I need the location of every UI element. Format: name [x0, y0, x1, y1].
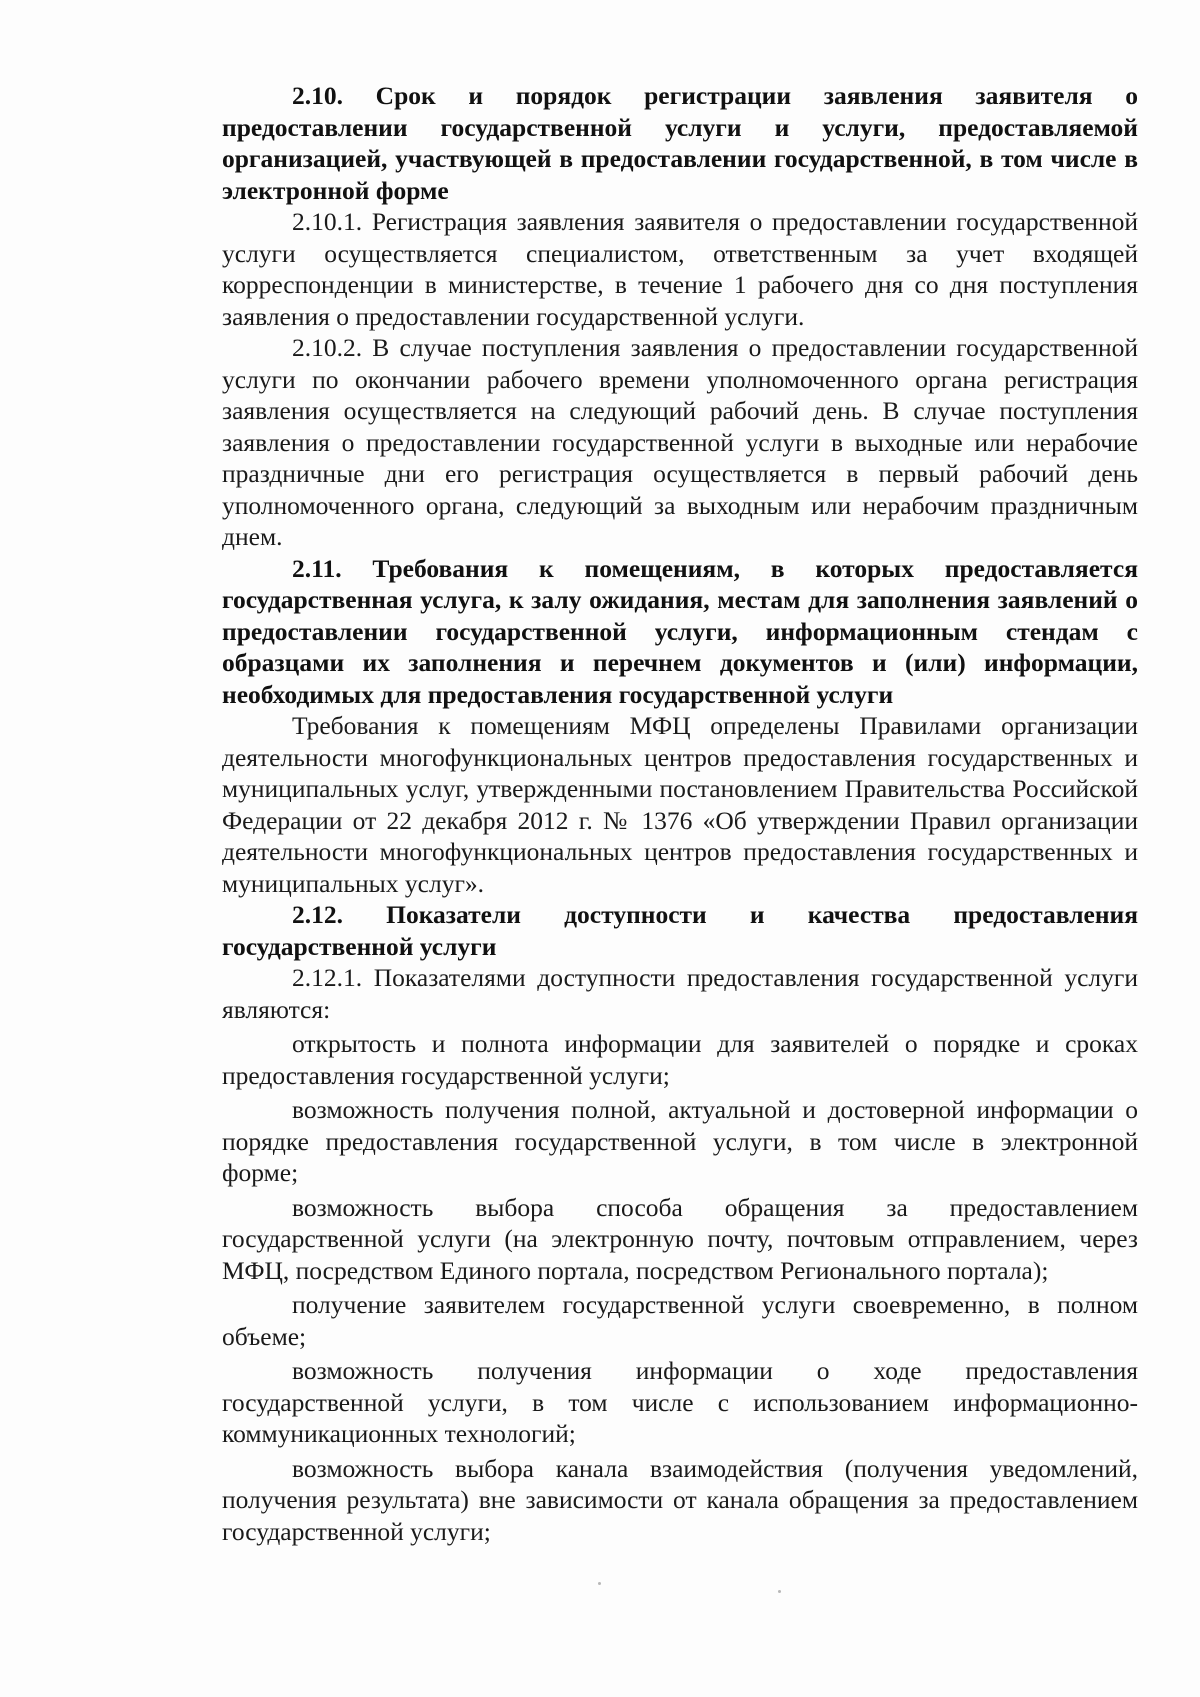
list-item-timely-service: получение заявителем государственной услуги своевременно, в полном объеме; [222, 1290, 1138, 1351]
list-item-interaction-channel: возможность выбора канала взаимодействия (получения уведомлений, получения результата) вне зависимости от канала обращения за предоставлением государственной услуги; [222, 1453, 1138, 1546]
list-item-openness: открытость и полнота информации для заявителей о порядке и сроках предоставления государственной услуги; [222, 1029, 1138, 1090]
document-page [222, 80, 1138, 1547]
list-item-progress-info: возможность получения информации о ходе предоставления государственной услуги, в том числе с использованием информационно-коммуникационных технологий; [222, 1356, 1138, 1448]
list-item-information-access: возможность получения полной, актуальной и достоверной информации о порядке предоставления государственной услуги, в том числе в электронной форме; [222, 1095, 1138, 1187]
section-heading-2-11: 2.11. Требования к помещениям, в которых предоставляется государственная услуга, к залу ожидания, местам для заполнения заявлений о предоставлении государственной услуги, информационным стендам с образцами их заполнения и перечнем документов и (или) информации, необходимых для предоставления государственной услуги [222, 553, 1138, 709]
scan-speck [598, 1582, 601, 1585]
section-heading-2-12: 2.12. Показатели доступности и качества предоставления государственной услуги [222, 900, 1138, 961]
section-heading-2-10: 2.10. Срок и порядок регистрации заявления заявителя о предоставлении государственной услуги и услуги, предоставляемой организацией, участвующей в предоставлении государственной, в том числе в электронной форме [222, 81, 1138, 205]
paragraph-mfc-requirements: Требования к помещениям МФЦ определены Правилами организации деятельности многофункциональных центров предоставления государственных и муниципальных услуг, утвержденными постановлением Правительства Российской Федерации от 22 декабря 2012 г. № 1376 «Об утверждении Правил организации деятельности многофункциональных центров предоставления государственных и муниципальных услуг». [222, 711, 1138, 898]
paragraph-2-10-2: 2.10.2. В случае поступления заявления о предоставлении государственной услуги по окончании рабочего времени уполномоченного органа регистрация заявления осуществляется на следующий рабочий день. В случае поступления заявления о предоставлении государственной услуги в выходные или нерабочие праздничные дни его регистрация осуществляется в первый рабочий день уполномоченного органа, следующий за выходным или нерабочим праздничным днем. [222, 333, 1138, 551]
paragraph-2-10-1: 2.10.1. Регистрация заявления заявителя о предоставлении государственной услуги осуществляется специалистом, ответственным за учет входящей корреспонденции в министерстве, в течение 1 рабочего дня со дня поступления заявления о предоставлении государственной услуги. [222, 207, 1138, 331]
scan-speck [778, 1590, 781, 1593]
paragraph-2-12-1: 2.12.1. Показателями доступности предоставления государственной услуги являются: [222, 963, 1138, 1024]
list-item-channel-choice: возможность выбора способа обращения за предоставлением государственной услуги (на электронную почту, почтовым отправлением, через МФЦ, посредством Единого портала, посредством Регионального портала); [222, 1192, 1138, 1285]
